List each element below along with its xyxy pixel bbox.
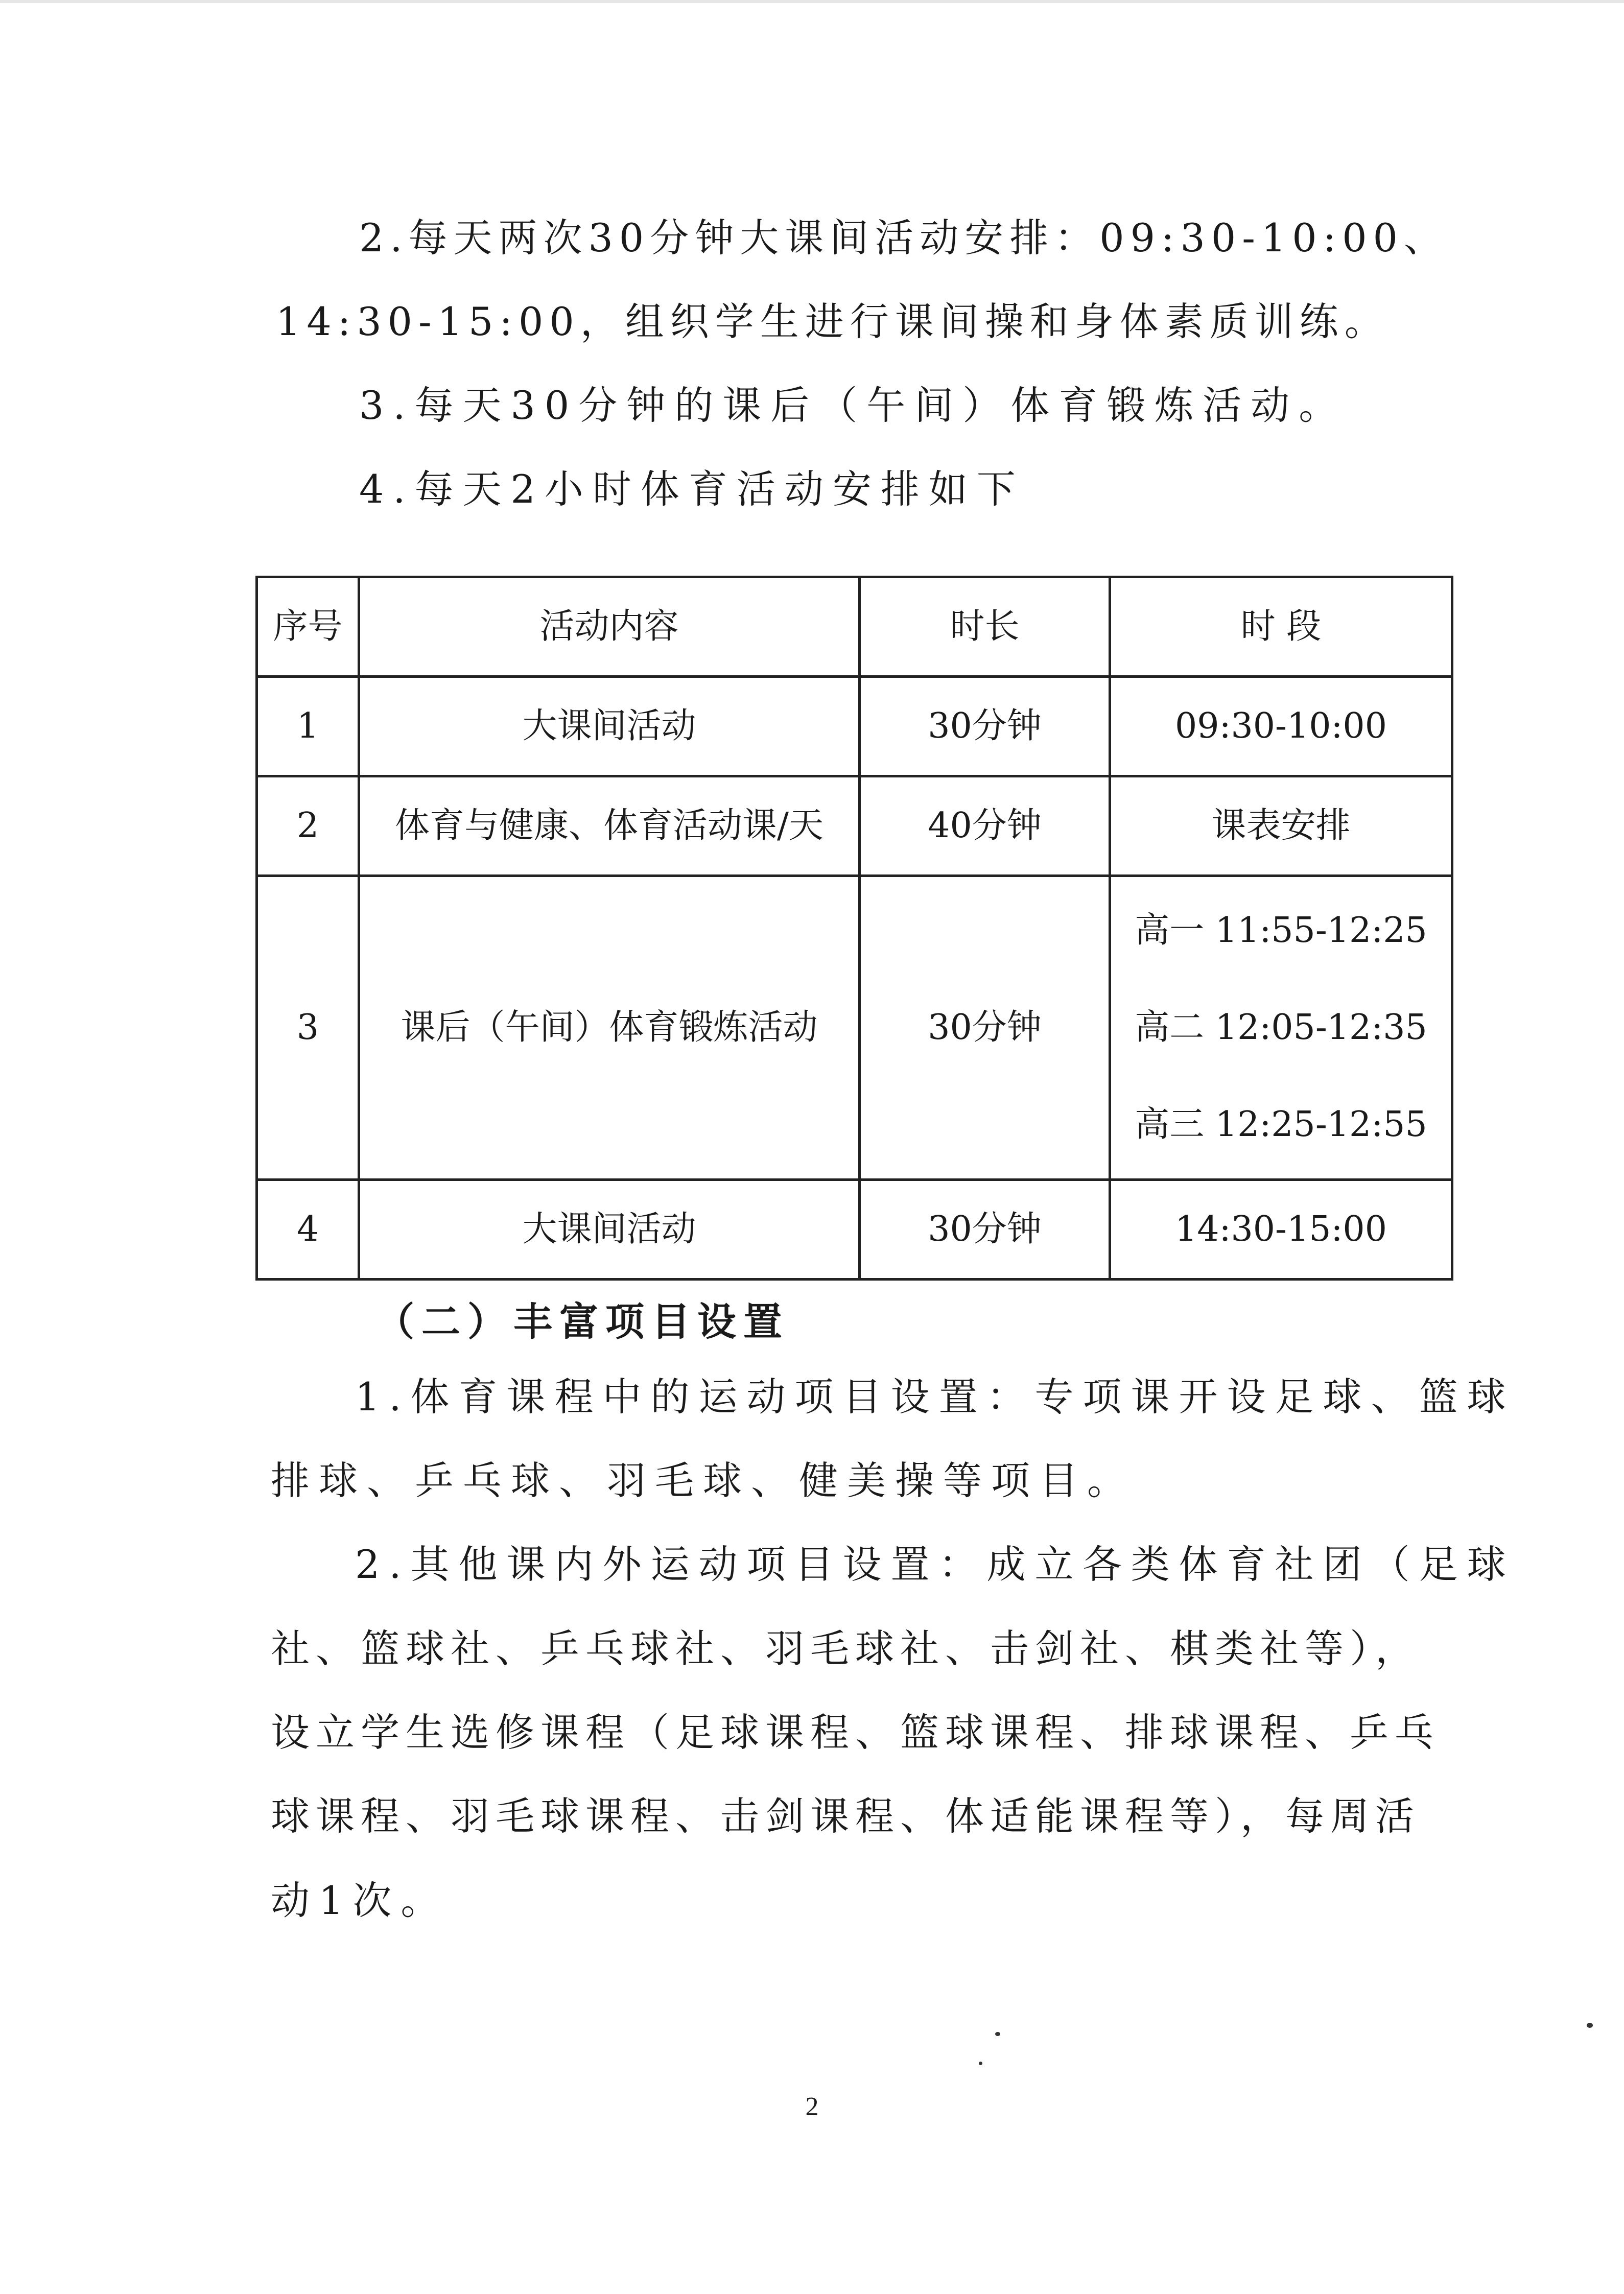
time-slot: 14:30-15:00 (1110, 1180, 1452, 1280)
time-slot: 09:30-10:00 (1110, 677, 1452, 776)
paragraph-line: 2.其他课内外运动项目设置：成立各类体育社团（足球 (355, 1542, 1515, 1587)
scan-speck (995, 2032, 1000, 2036)
paragraph-line: 4.每天2小时体育活动安排如下 (359, 466, 1025, 512)
table-row (257, 677, 1452, 776)
paragraph-line: 3.每天30分钟的课后（午间）体育锻炼活动。 (359, 383, 1347, 428)
time-slot: 课表安排 (1110, 776, 1452, 876)
paragraph-line: 社、篮球社、乒乓球社、羽毛球社、击剑社、棋类社等）， (271, 1626, 1420, 1671)
section-heading: （二）丰富项目设置 (375, 1299, 789, 1344)
activity-content: 大课间活动 (359, 677, 860, 776)
time-slot: 高二 12:05-12:35 (1135, 1007, 1427, 1048)
table-header-row (257, 577, 1452, 677)
header-cell: 时 段 (1110, 577, 1452, 677)
time-slot: 高一 11:55-12:25 (1135, 910, 1427, 951)
duration: 40分钟 (860, 776, 1110, 876)
activity-content: 课后（午间）体育锻炼活动 (359, 876, 860, 1180)
paragraph-line: 球课程、羽毛球课程、击剑课程、体适能课程等），每周活 (271, 1793, 1420, 1839)
scan-speck (1587, 2023, 1593, 2028)
row-number: 3 (257, 876, 359, 1180)
paragraph-line: 动1次。 (271, 1878, 449, 1923)
row-number: 4 (257, 1180, 359, 1280)
row-number: 1 (257, 677, 359, 776)
duration: 30分钟 (860, 1180, 1110, 1280)
paragraph-line: 14:30-15:00，组织学生进行课间操和身体素质训练。 (276, 299, 1390, 344)
activity-content: 体育与健康、体育活动课/天 (359, 776, 860, 876)
header-cell: 序号 (257, 577, 359, 677)
page-number: 2 (805, 2092, 819, 2121)
scan-speck (979, 2062, 982, 2065)
row-number: 2 (257, 776, 359, 876)
paragraph-line: 1.体育课程中的运动项目设置：专项课开设足球、篮球 (355, 1374, 1515, 1420)
table-row (257, 776, 1452, 876)
header-cell: 时长 (860, 577, 1110, 677)
duration: 30分钟 (860, 876, 1110, 1180)
time-slot: 高三 12:25-12:55 (1135, 1104, 1427, 1145)
header-cell: 活动内容 (359, 577, 860, 677)
time-slot-group (1110, 876, 1452, 1180)
activity-schedule-table (255, 576, 1453, 1281)
table-row (257, 876, 1452, 1180)
table-row (257, 1180, 1452, 1280)
duration: 30分钟 (860, 677, 1110, 776)
activity-content: 大课间活动 (359, 1180, 860, 1280)
paragraph-line: 设立学生选修课程（足球课程、篮球课程、排球课程、乒乓 (271, 1710, 1440, 1755)
paragraph-line: 2.每天两次30分钟大课间活动安排：09:30-10:00、 (359, 215, 1449, 261)
scan-edge (0, 0, 1624, 3)
paragraph-line: 排球、乒乓球、羽毛球、健美操等项目。 (271, 1458, 1135, 1503)
